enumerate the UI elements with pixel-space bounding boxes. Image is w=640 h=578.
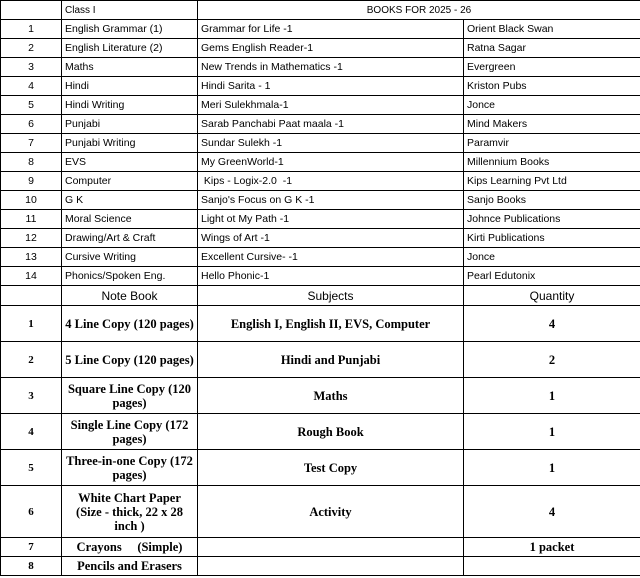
table-row xyxy=(1,210,640,229)
table-row xyxy=(1,96,640,115)
book-publisher: Kriston Pubs xyxy=(464,77,640,96)
book-publisher: Jonce xyxy=(464,248,640,267)
notebook-no: 3 xyxy=(1,378,62,414)
table-row xyxy=(1,486,640,538)
book-subject: Drawing/Art & Craft xyxy=(62,229,198,248)
table-row xyxy=(1,115,640,134)
book-subject: Phonics/Spoken Eng. xyxy=(62,267,198,286)
book-publisher: Mind Makers xyxy=(464,115,640,134)
book-publisher: Johnce Publications xyxy=(464,210,640,229)
book-publisher: Pearl Edutonix xyxy=(464,267,640,286)
book-title: Kips - Logix-2.0 -1 xyxy=(198,172,464,191)
notebooks-header-row xyxy=(1,286,640,306)
notebook-subjects: Maths xyxy=(198,378,464,414)
book-publisher: Sanjo Books xyxy=(464,191,640,210)
book-title: Sundar Sulekh -1 xyxy=(198,134,464,153)
book-publisher: Orient Black Swan xyxy=(464,20,640,39)
books-header-row xyxy=(1,1,640,20)
book-publisher: Millennium Books xyxy=(464,153,640,172)
table-row xyxy=(1,20,640,39)
notebook-item: Square Line Copy (120 pages) xyxy=(62,378,198,414)
notebook-no: 7 xyxy=(1,538,62,557)
books-table xyxy=(0,0,640,286)
book-subject: English Literature (2) xyxy=(62,39,198,58)
table-row xyxy=(1,191,640,210)
book-no: 1 xyxy=(1,20,62,39)
notebook-header: Note Book xyxy=(62,286,198,306)
notebook-quantity: 4 xyxy=(464,306,640,342)
book-title: Excellent Cursive- -1 xyxy=(198,248,464,267)
book-title: Wings of Art -1 xyxy=(198,229,464,248)
book-no: 11 xyxy=(1,210,62,229)
table-row xyxy=(1,77,640,96)
table-row xyxy=(1,229,640,248)
book-publisher: Kirti Publications xyxy=(464,229,640,248)
notebook-no: 4 xyxy=(1,414,62,450)
notebook-quantity: 1 xyxy=(464,378,640,414)
table-row xyxy=(1,58,640,77)
notebook-quantity: 2 xyxy=(464,342,640,378)
table-row xyxy=(1,248,640,267)
notebook-no: 6 xyxy=(1,486,62,538)
table-row xyxy=(1,172,640,191)
book-no: 5 xyxy=(1,96,62,115)
table-row xyxy=(1,414,640,450)
book-title: Grammar for Life -1 xyxy=(198,20,464,39)
class-label: Class I xyxy=(62,1,198,20)
book-no: 8 xyxy=(1,153,62,172)
notebook-subjects: Test Copy xyxy=(198,450,464,486)
book-title: Sarab Panchabi Paat maala -1 xyxy=(198,115,464,134)
book-subject: Hindi xyxy=(62,77,198,96)
book-title: Gems English Reader-1 xyxy=(198,39,464,58)
book-no: 9 xyxy=(1,172,62,191)
notebook-no: 5 xyxy=(1,450,62,486)
book-subject: Maths xyxy=(62,58,198,77)
book-no: 14 xyxy=(1,267,62,286)
book-subject: Punjabi xyxy=(62,115,198,134)
book-subject: Cursive Writing xyxy=(62,248,198,267)
table-row xyxy=(1,342,640,378)
notebook-item: 5 Line Copy (120 pages) xyxy=(62,342,198,378)
table-row xyxy=(1,39,640,58)
notebook-subjects xyxy=(198,538,464,557)
book-subject: Hindi Writing xyxy=(62,96,198,115)
book-title: Hello Phonic-1 xyxy=(198,267,464,286)
subjects-header: Subjects xyxy=(198,286,464,306)
book-no: 4 xyxy=(1,77,62,96)
notebook-no: 2 xyxy=(1,342,62,378)
notebook-no: 1 xyxy=(1,306,62,342)
notebooks-table xyxy=(0,285,640,576)
book-title: My GreenWorld-1 xyxy=(198,153,464,172)
book-title: Light ot My Path -1 xyxy=(198,210,464,229)
book-title: Meri Sulekhmala-1 xyxy=(198,96,464,115)
table-row xyxy=(1,538,640,557)
notebook-item: Three-in-one Copy (172 pages) xyxy=(62,450,198,486)
notebook-item: Pencils and Erasers xyxy=(62,557,198,576)
table-row xyxy=(1,134,640,153)
notebook-item: Single Line Copy (172 pages) xyxy=(62,414,198,450)
notebook-quantity: 1 packet xyxy=(464,538,640,557)
table-row xyxy=(1,153,640,172)
notebook-no: 8 xyxy=(1,557,62,576)
table-row xyxy=(1,557,640,576)
book-subject: Computer xyxy=(62,172,198,191)
notebook-subjects: Rough Book xyxy=(198,414,464,450)
book-publisher: Evergreen xyxy=(464,58,640,77)
book-title: Hindi Sarita - 1 xyxy=(198,77,464,96)
quantity-header: Quantity xyxy=(464,286,640,306)
books-title: BOOKS FOR 2025 - 26 xyxy=(198,1,640,20)
book-no: 6 xyxy=(1,115,62,134)
notebook-quantity xyxy=(464,557,640,576)
book-no: 10 xyxy=(1,191,62,210)
book-subject: Moral Science xyxy=(62,210,198,229)
notebook-quantity: 1 xyxy=(464,414,640,450)
book-publisher: Jonce xyxy=(464,96,640,115)
book-title: Sanjo's Focus on G K -1 xyxy=(198,191,464,210)
table-row xyxy=(1,306,640,342)
book-no: 7 xyxy=(1,134,62,153)
notebook-subjects xyxy=(198,557,464,576)
notebook-subjects: Hindi and Punjabi xyxy=(198,342,464,378)
table-row xyxy=(1,267,640,286)
notebook-subjects: Activity xyxy=(198,486,464,538)
book-no: 12 xyxy=(1,229,62,248)
notebook-quantity: 1 xyxy=(464,450,640,486)
notebook-item: Crayons (Simple) xyxy=(62,538,198,557)
notebook-quantity: 4 xyxy=(464,486,640,538)
notebook-item: White Chart Paper (Size - thick, 22 x 28 inch ) xyxy=(62,486,198,538)
book-subject: English Grammar (1) xyxy=(62,20,198,39)
table-row xyxy=(1,378,640,414)
book-publisher: Kips Learning Pvt Ltd xyxy=(464,172,640,191)
book-subject: G K xyxy=(62,191,198,210)
book-no: 3 xyxy=(1,58,62,77)
notebook-subjects: English I, English II, EVS, Computer xyxy=(198,306,464,342)
book-subject: EVS xyxy=(62,153,198,172)
book-title: New Trends in Mathematics -1 xyxy=(198,58,464,77)
book-no: 2 xyxy=(1,39,62,58)
book-publisher: Ratna Sagar xyxy=(464,39,640,58)
book-publisher: Paramvir xyxy=(464,134,640,153)
book-subject: Punjabi Writing xyxy=(62,134,198,153)
notebook-item: 4 Line Copy (120 pages) xyxy=(62,306,198,342)
table-row xyxy=(1,450,640,486)
book-no: 13 xyxy=(1,248,62,267)
